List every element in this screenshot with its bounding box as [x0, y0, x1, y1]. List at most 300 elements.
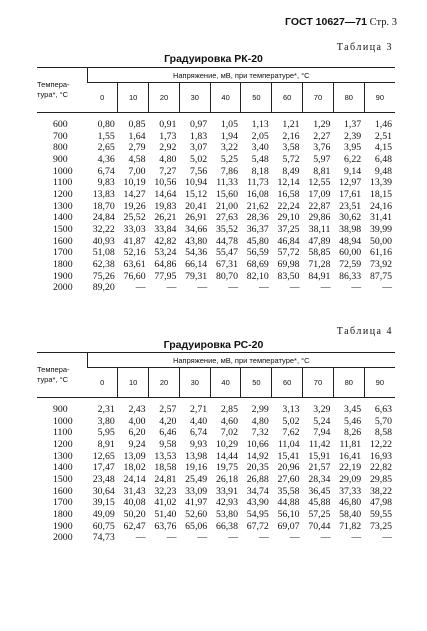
table-row	[37, 532, 395, 544]
value-cell: 50,20	[123, 508, 146, 520]
value-cell: 27,60	[277, 473, 300, 485]
value-cell: 59,55	[369, 508, 392, 520]
value-cell: 10,29	[215, 438, 238, 450]
value-cell: 65,06	[185, 520, 208, 532]
value-cell: 26,21	[154, 212, 177, 224]
table-row	[37, 201, 395, 213]
value-cell: —	[320, 532, 331, 544]
value-cell: 71,82	[339, 520, 362, 532]
value-cell: 28,36	[246, 212, 269, 224]
value-cell: 29,10	[277, 212, 300, 224]
value-cell: 73,25	[369, 520, 392, 532]
table-row	[37, 236, 395, 248]
value-cell: 16,41	[339, 450, 362, 462]
value-cell: 26,18	[215, 473, 238, 485]
table-row	[37, 282, 395, 294]
value-cell: 1,37	[344, 119, 362, 130]
value-cell: 33,03	[123, 223, 146, 235]
temperature-cell: 1000	[53, 415, 73, 427]
value-cell: 4,80	[159, 153, 177, 165]
value-cell: 63,61	[123, 258, 146, 270]
value-cell: 0,80	[97, 119, 115, 130]
value-cell: 4,80	[251, 415, 269, 427]
value-cell: 19,26	[123, 200, 146, 212]
column-header: 0	[87, 83, 118, 113]
value-cell: —	[166, 282, 177, 294]
value-cell: 10,94	[185, 177, 208, 189]
column-header: 60	[272, 83, 303, 113]
value-cell: 14,64	[154, 188, 177, 200]
temperature-cell: 1100	[53, 427, 73, 439]
value-cell: 31,41	[369, 212, 392, 224]
temperature-cell: 1400	[53, 462, 73, 474]
value-cell: 6,46	[159, 427, 177, 439]
value-cell: 22,19	[339, 462, 362, 474]
value-cell: 19,16	[185, 462, 208, 474]
value-cell: 3,29	[313, 404, 331, 415]
value-cell: 41,02	[154, 497, 177, 509]
value-cell: 1,55	[97, 130, 115, 142]
value-cell: 42,93	[215, 497, 238, 509]
value-cell: 46,84	[277, 235, 300, 247]
value-cell: —	[166, 532, 177, 544]
value-cell: 24,84	[92, 212, 115, 224]
value-cell: 41,97	[185, 497, 208, 509]
column-header: 30	[179, 368, 210, 398]
value-cell: 7,56	[190, 165, 208, 177]
value-cell: 3,76	[313, 142, 331, 154]
value-cell: 56,10	[277, 508, 300, 520]
value-cell: 32,23	[154, 485, 177, 497]
value-cell: 68,69	[246, 258, 269, 270]
value-cell: 54,95	[246, 508, 269, 520]
column-header: 10	[118, 83, 149, 113]
table-row	[37, 439, 395, 451]
value-cell: 10,56	[154, 177, 177, 189]
value-cell: 7,02	[220, 427, 238, 439]
calibration-table	[37, 352, 395, 544]
value-cell: 34,74	[246, 485, 269, 497]
value-cell: 89,20	[92, 282, 115, 294]
value-cell: 23,48	[92, 473, 115, 485]
value-cell: —	[258, 282, 269, 294]
temperature-cell: 2000	[53, 282, 73, 294]
value-cell: 1,21	[282, 119, 300, 130]
value-cell: 10,66	[246, 438, 269, 450]
value-cell: 2,71	[190, 404, 208, 415]
temperature-cell: 600	[53, 119, 68, 130]
value-cell: 49,09	[92, 508, 115, 520]
table-row	[37, 154, 395, 166]
table-row	[37, 212, 395, 224]
value-cell: 12,14	[277, 177, 300, 189]
value-cell: 69,07	[277, 520, 300, 532]
value-cell: 11,73	[247, 177, 269, 189]
value-cell: 0,85	[128, 119, 146, 130]
value-cell: —	[351, 282, 362, 294]
value-cell: 9,24	[128, 438, 146, 450]
value-cell: 33,84	[154, 223, 177, 235]
temperature-cell: 1900	[53, 270, 73, 282]
value-cell: —	[197, 282, 208, 294]
temperature-column-header: Темпера-тура*, °С	[37, 353, 87, 398]
value-cell: 75,26	[92, 270, 115, 282]
value-cell: 13,53	[154, 450, 177, 462]
value-cell: 24,14	[123, 473, 146, 485]
value-cell: 43,80	[185, 235, 208, 247]
value-cell: 2,27	[313, 130, 331, 142]
value-cell: 33,91	[215, 485, 238, 497]
table-row	[37, 247, 395, 259]
value-cell: 69,98	[277, 258, 300, 270]
value-cell: 66,14	[185, 258, 208, 270]
value-cell: 8,18	[251, 165, 269, 177]
value-cell: 5,70	[374, 415, 392, 427]
column-header: 80	[333, 368, 364, 398]
column-header: 20	[149, 368, 180, 398]
value-cell: 28,34	[308, 473, 331, 485]
table-row	[37, 131, 395, 143]
temperature-cell: 1600	[53, 485, 73, 497]
value-cell: 20,96	[277, 462, 300, 474]
value-cell: 9,48	[374, 165, 392, 177]
value-cell: 17,47	[92, 462, 115, 474]
value-cell: 14,92	[246, 450, 269, 462]
value-cell: 5,48	[251, 153, 269, 165]
table-row	[37, 189, 395, 201]
value-cell: 66,38	[215, 520, 238, 532]
value-cell: 1,13	[251, 119, 269, 130]
value-cell: 70,44	[308, 520, 331, 532]
table-row	[37, 486, 395, 498]
value-cell: 26,88	[246, 473, 269, 485]
table-row	[37, 521, 395, 533]
value-cell: —	[289, 282, 300, 294]
table-row	[37, 427, 395, 439]
temperature-cell: 1300	[53, 450, 73, 462]
value-cell: 29,85	[369, 473, 392, 485]
value-cell: 12,55	[308, 177, 331, 189]
table-row	[37, 451, 395, 463]
value-cell: 20,41	[185, 200, 208, 212]
value-cell: 2,57	[159, 404, 177, 415]
value-cell: 7,27	[159, 165, 177, 177]
value-cell: 4,36	[97, 153, 115, 165]
value-cell: 3,58	[282, 142, 300, 154]
calibration-table	[37, 67, 395, 294]
value-cell: —	[382, 532, 392, 544]
value-cell: 38,98	[339, 223, 362, 235]
value-cell: 1,29	[313, 119, 331, 130]
value-cell: 6,22	[344, 153, 362, 165]
value-cell: 83,50	[277, 270, 300, 282]
value-cell: 30,64	[92, 485, 115, 497]
page-number: Стр. 3	[369, 17, 397, 28]
value-cell: —	[228, 532, 238, 544]
value-cell: 7,86	[220, 165, 238, 177]
voltage-header: Напряжение, мВ, при температуре*, °С	[87, 68, 395, 83]
value-cell: 50,00	[369, 235, 392, 247]
value-cell: 33,09	[185, 485, 208, 497]
value-cell: 60,00	[339, 247, 362, 259]
value-cell: 12,22	[369, 438, 392, 450]
temperature-cell: 1200	[53, 188, 73, 200]
value-cell: 23,51	[339, 200, 362, 212]
value-cell: 12,65	[92, 450, 115, 462]
table-number: Таблица 4	[336, 326, 393, 337]
table-row	[37, 416, 395, 428]
value-cell: 3,40	[251, 142, 269, 154]
value-cell: 14,44	[215, 450, 238, 462]
temperature-cell: 1500	[53, 223, 73, 235]
column-header: 60	[272, 368, 303, 398]
value-cell: 1,83	[190, 130, 208, 142]
temperature-cell: 900	[53, 404, 68, 415]
table-number: Таблица 3	[336, 42, 393, 53]
value-cell: 72,59	[339, 258, 362, 270]
value-cell: 45,80	[246, 235, 269, 247]
value-cell: 71,28	[308, 258, 331, 270]
value-cell: 2,65	[97, 142, 115, 154]
value-cell: 27,63	[215, 212, 238, 224]
value-cell: —	[258, 532, 269, 544]
temperature-cell: 1800	[53, 258, 73, 270]
value-cell: 7,32	[251, 427, 269, 439]
table-row	[37, 177, 395, 189]
value-cell: 10,19	[123, 177, 146, 189]
value-cell: 57,72	[277, 247, 300, 259]
value-cell: 34,66	[185, 223, 208, 235]
value-cell: 37,33	[339, 485, 362, 497]
value-cell: 2,16	[282, 130, 300, 142]
temperature-cell: 1800	[53, 508, 73, 520]
value-cell: 41,87	[123, 235, 146, 247]
temperature-cell: 1700	[53, 497, 73, 509]
value-cell: 57,25	[308, 508, 331, 520]
value-cell: 44,88	[277, 497, 300, 509]
value-cell: 54,36	[185, 247, 208, 259]
value-cell: 21,57	[308, 462, 331, 474]
value-cell: 25,49	[185, 473, 208, 485]
table-row	[37, 259, 395, 271]
value-cell: 11,81	[339, 438, 362, 450]
voltage-header: Напряжение, мВ, при температуре*, °С	[87, 353, 395, 368]
value-cell: —	[197, 532, 208, 544]
value-cell: 2,99	[251, 404, 269, 415]
value-cell: 62,38	[92, 258, 115, 270]
value-cell: 80,70	[215, 270, 238, 282]
value-cell: 19,83	[154, 200, 177, 212]
value-cell: 74,73	[92, 532, 115, 544]
value-cell: 53,80	[215, 508, 238, 520]
value-cell: 1,05	[220, 119, 238, 130]
value-cell: 17,61	[339, 188, 362, 200]
temperature-cell: 1300	[53, 200, 73, 212]
temperature-cell: 900	[53, 153, 68, 165]
value-cell: 18,02	[123, 462, 146, 474]
value-cell: 2,39	[344, 130, 362, 142]
value-cell: 6,20	[128, 427, 146, 439]
value-cell: 13,98	[185, 450, 208, 462]
value-cell: 8,81	[313, 165, 331, 177]
value-cell: 1,94	[220, 130, 238, 142]
value-cell: 13,83	[92, 188, 115, 200]
value-cell: 7,00	[128, 165, 146, 177]
value-cell: 19,75	[215, 462, 238, 474]
value-cell: 43,90	[246, 497, 269, 509]
value-cell: 87,75	[369, 270, 392, 282]
value-cell: 5,25	[220, 153, 238, 165]
value-cell: 3,95	[344, 142, 362, 154]
table-row	[37, 398, 395, 416]
value-cell: 55,47	[215, 247, 238, 259]
value-cell: 60,75	[92, 520, 115, 532]
value-cell: 58,40	[339, 508, 362, 520]
value-cell: 13,39	[369, 177, 392, 189]
value-cell: 39,99	[369, 223, 392, 235]
value-cell: 4,00	[128, 415, 146, 427]
value-cell: 7,94	[313, 427, 331, 439]
table-row	[37, 166, 395, 178]
value-cell: 5,97	[313, 153, 331, 165]
value-cell: 35,52	[215, 223, 238, 235]
table-row	[37, 474, 395, 486]
value-cell: 22,87	[308, 200, 331, 212]
value-cell: —	[382, 282, 392, 294]
value-cell: 76,60	[123, 270, 146, 282]
value-cell: 11,33	[216, 177, 238, 189]
standard-number: ГОСТ 10627—71	[285, 16, 368, 28]
value-cell: 3,07	[190, 142, 208, 154]
value-cell: 5,24	[313, 415, 331, 427]
value-cell: —	[135, 282, 146, 294]
value-cell: 11,42	[308, 438, 331, 450]
value-cell: 3,80	[97, 415, 115, 427]
value-cell: 11,04	[277, 438, 300, 450]
value-cell: 82,10	[246, 270, 269, 282]
column-header: 50	[241, 368, 272, 398]
value-cell: 61,16	[369, 247, 392, 259]
value-cell: 46,80	[339, 497, 362, 509]
column-header: 90	[364, 83, 395, 113]
value-cell: 67,31	[215, 258, 238, 270]
value-cell: 51,40	[154, 508, 177, 520]
table-row	[37, 142, 395, 154]
column-header: 0	[87, 368, 118, 398]
value-cell: 5,72	[282, 153, 300, 165]
column-header: 10	[118, 368, 149, 398]
value-cell: 8,58	[374, 427, 392, 439]
value-cell: 63,76	[154, 520, 177, 532]
page-header	[285, 16, 397, 28]
value-cell: 4,40	[190, 415, 208, 427]
column-header: 90	[364, 368, 395, 398]
value-cell: 3,45	[344, 404, 362, 415]
value-cell: 5,95	[97, 427, 115, 439]
value-cell: 2,05	[251, 130, 269, 142]
value-cell: 6,63	[374, 404, 392, 415]
value-cell: 15,12	[185, 188, 208, 200]
value-cell: 38,22	[369, 485, 392, 497]
value-cell: 7,62	[282, 427, 300, 439]
value-cell: 9,83	[97, 177, 115, 189]
temperature-cell: 1600	[53, 235, 73, 247]
column-header: 20	[149, 83, 180, 113]
value-cell: 38,11	[308, 223, 331, 235]
value-cell: —	[228, 282, 238, 294]
value-cell: 64,86	[154, 258, 177, 270]
value-cell: 31,43	[123, 485, 146, 497]
value-cell: 4,15	[374, 142, 392, 154]
value-cell: 2,92	[159, 142, 177, 154]
column-header: 70	[303, 368, 334, 398]
value-cell: 40,93	[92, 235, 115, 247]
value-cell: 8,49	[282, 165, 300, 177]
table-title: Градуировка РК-20	[164, 53, 263, 65]
value-cell: 86,33	[339, 270, 362, 282]
temperature-cell: 800	[53, 142, 68, 154]
value-cell: 17,09	[308, 188, 331, 200]
value-cell: 36,45	[308, 485, 331, 497]
value-cell: —	[135, 532, 146, 544]
value-cell: 18,15	[369, 188, 392, 200]
value-cell: 5,46	[344, 415, 362, 427]
value-cell: 21,00	[215, 200, 238, 212]
value-cell: 44,78	[215, 235, 238, 247]
value-cell: 6,74	[190, 427, 208, 439]
value-cell: 2,51	[374, 130, 392, 142]
value-cell: 47,98	[369, 497, 392, 509]
value-cell: 62,47	[123, 520, 146, 532]
value-cell: 29,86	[308, 212, 331, 224]
value-cell: 73,92	[369, 258, 392, 270]
value-cell: 84,91	[308, 270, 331, 282]
value-cell: 29,09	[339, 473, 362, 485]
value-cell: 3,13	[282, 404, 300, 415]
value-cell: 18,70	[92, 200, 115, 212]
value-cell: 1,64	[128, 130, 146, 142]
value-cell: 0,91	[159, 119, 177, 130]
value-cell: 58,85	[308, 247, 331, 259]
column-header: 80	[333, 83, 364, 113]
temperature-cell: 1200	[53, 438, 73, 450]
value-cell: 20,35	[246, 462, 269, 474]
value-cell: 3,22	[220, 142, 238, 154]
value-cell: 21,62	[246, 200, 269, 212]
value-cell: 77,95	[154, 270, 177, 282]
value-cell: 24,81	[154, 473, 177, 485]
value-cell: 1,46	[374, 119, 392, 130]
table-row	[37, 271, 395, 283]
value-cell: 56,59	[246, 247, 269, 259]
value-cell: 6,74	[97, 165, 115, 177]
value-cell: —	[320, 282, 331, 294]
value-cell: 1,73	[159, 130, 177, 142]
value-cell: 16,58	[277, 188, 300, 200]
value-cell: 36,37	[246, 223, 269, 235]
value-cell: 30,62	[339, 212, 362, 224]
value-cell: 9,58	[159, 438, 177, 450]
value-cell: 16,93	[369, 450, 392, 462]
value-cell: 9,14	[344, 165, 362, 177]
value-cell: 26,91	[185, 212, 208, 224]
value-cell: 39,15	[92, 497, 115, 509]
value-cell: 22,82	[369, 462, 392, 474]
column-header: 70	[303, 83, 334, 113]
value-cell: 45,88	[308, 497, 331, 509]
value-cell: —	[351, 532, 362, 544]
table-row	[37, 462, 395, 474]
